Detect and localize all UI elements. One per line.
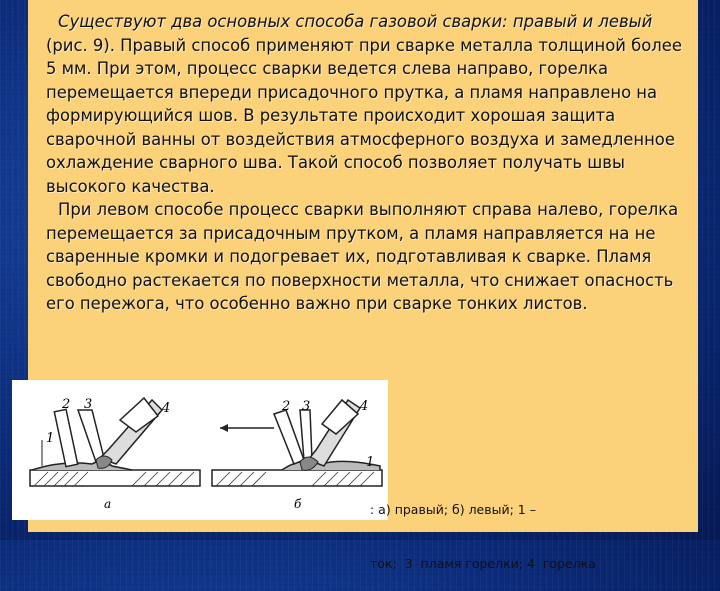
- welding-diagram: [12, 380, 388, 520]
- panel-a-label-1: 1: [46, 431, 55, 446]
- panel-b-label-4: 4: [360, 399, 369, 414]
- paragraph-1-text: (рис. 9). Правый способ применяют при сварке металла толщиной более 5 мм. При этом, процесс сварки ведется слева направо, горелка перемещается впереди присадочного прутка, а пламя направлено на формирующийся шов. В результате происходит хорошая защита сварочной ванны от воздействия атмосферного воздуха и замедленное охлаждение сварного шва. Такой способ позволяет получать швы высокого качества.: [46, 35, 682, 196]
- welding-figure: [12, 380, 388, 520]
- paragraph-2-text: При левом способе процесс сварки выполняют справа налево, горелка перемещается за присадочным прутком, а пламя направляется на не сваренные кромки и подогревает их, подготавливая к сварке. Пламя свободно растекается по поверхности металла, что снижает опасность его пережога, что особенно важно при сварке тонких листов.: [46, 200, 679, 313]
- panel-a-label-3: 3: [84, 397, 93, 412]
- panel-a-letter: а: [104, 497, 112, 511]
- caption-line-2: ток; 3 пламя горелки; 4 горелка: [370, 556, 596, 571]
- panel-b-label-3: 3: [302, 399, 311, 414]
- panel-a-label-2: 2: [62, 397, 71, 412]
- panel-b-label-2: 2: [282, 399, 291, 414]
- paragraph-2: [46, 198, 696, 316]
- caption-line-1: : а) правый; б) левый; 1 –: [370, 502, 536, 517]
- paragraph-1-italic: Существуют два основных способа газовой сварки: правый и левый: [58, 12, 653, 31]
- figure-caption: [370, 465, 596, 591]
- diagram-panel-b: [212, 399, 382, 511]
- diagram-panel-a: [30, 397, 200, 511]
- panel-b-letter: б: [294, 497, 302, 511]
- paragraph-1: [46, 10, 696, 198]
- panel-b-label-1: 1: [366, 455, 375, 470]
- body-text: [46, 10, 696, 316]
- panel-a-label-4: 4: [162, 401, 171, 416]
